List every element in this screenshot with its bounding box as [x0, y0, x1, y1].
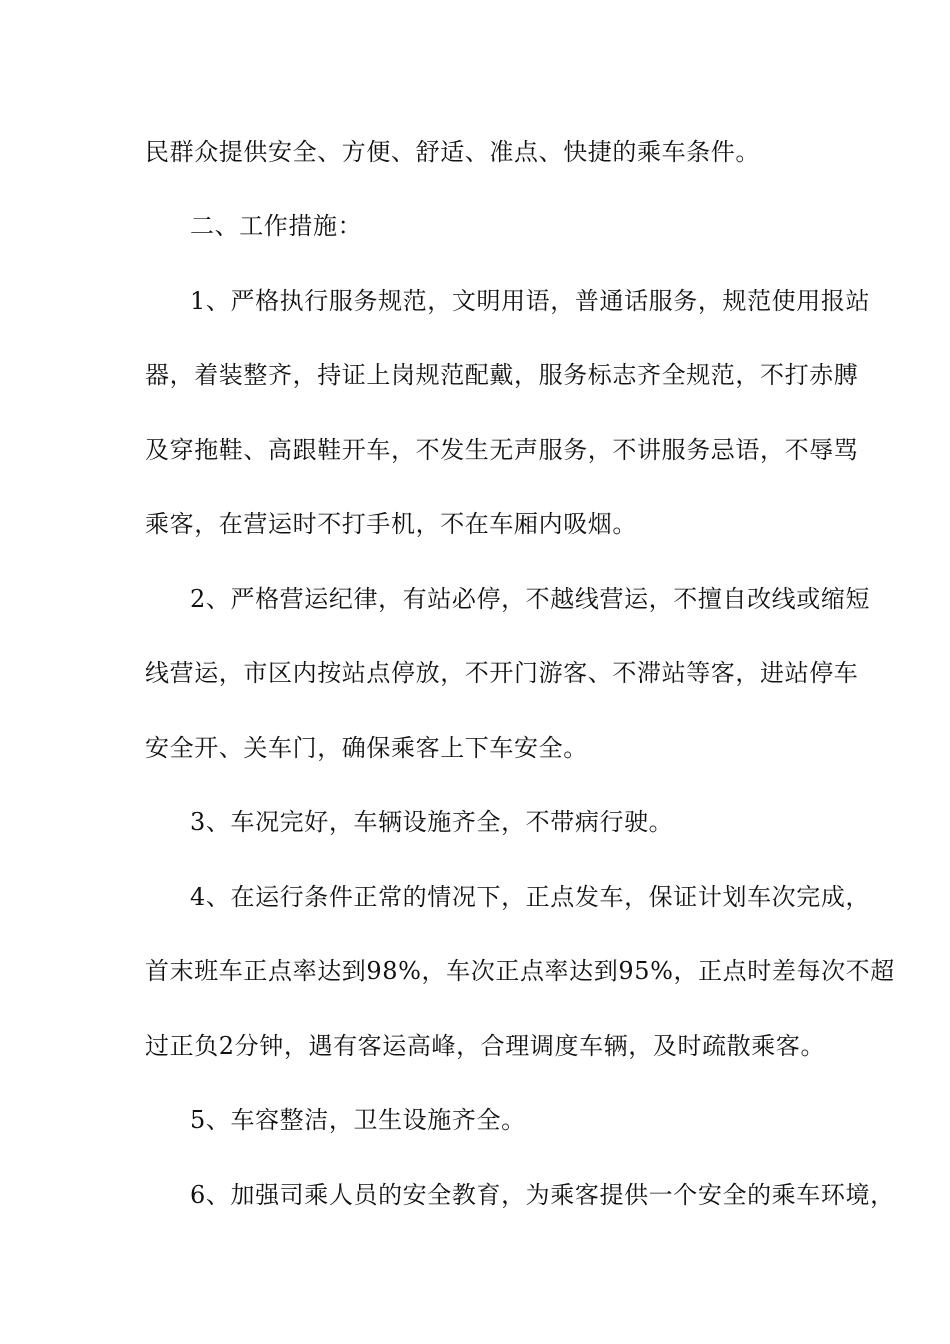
text-line-item-1-cont-3: 乘客，在营运时不打手机，不在车厢内吸烟。 [145, 510, 637, 538]
text-line-item-4-start: 4、在运行条件正常的情况下，正点发车，保证计划车次完成， [190, 883, 871, 911]
text-line-item-5: 5、车容整洁，卫生设施齐全。 [190, 1106, 526, 1134]
text-line-item-6-start: 6、加强司乘人员的安全教育，为乘客提供一个安全的乘车环境， [190, 1181, 895, 1209]
text-line-1: 民群众提供安全、方便、舒适、准点、快捷的乘车条件。 [145, 138, 760, 166]
text-line-item-4-cont-2: 过正负2分钟，遇有客运高峰，合理调度车辆，及时疏散乘客。 [145, 1032, 826, 1060]
text-line-item-4-cont-1: 首末班车正点率达到98%，车次正点率达到95%，正点时差每次不超 [145, 957, 895, 985]
text-line-item-3: 3、车况完好，车辆设施齐全，不带病行驶。 [190, 808, 674, 836]
text-line-item-2-cont-1: 线营运，市区内按站点停放，不开门游客、不滞站等客，进站停车 [145, 659, 859, 687]
text-line-item-2-cont-2: 安全开、关车门，确保乘客上下车安全。 [145, 734, 588, 762]
text-line-item-2-start: 2、严格营运纪律，有站必停，不越线营运，不擅自改线或缩短 [190, 585, 871, 613]
section-heading-work-measures: 二、工作措施： [190, 212, 363, 240]
text-line-item-1-start: 1、严格执行服务规范，文明用语，普通话服务，规范使用报站 [190, 287, 871, 315]
text-line-item-1-cont-2: 及穿拖鞋、高跟鞋开车，不发生无声服务，不讲服务忌语，不辱骂 [145, 436, 859, 464]
text-line-item-1-cont-1: 器，着装整齐，持证上岗规范配戴，服务标志齐全规范，不打赤膊 [145, 361, 859, 389]
